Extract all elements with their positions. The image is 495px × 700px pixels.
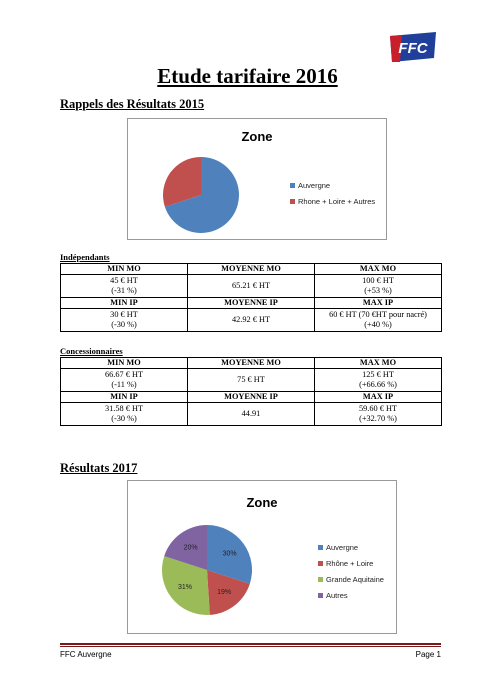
table-cell: 44.91 [188, 403, 315, 426]
legend-label: Rhône + Loire [326, 559, 374, 568]
legend-label: Grande Aquitaine [326, 575, 384, 584]
footer-rule [60, 646, 441, 647]
table-cell: 60 € HT (70 €HT pour nacré) (+40 %) [315, 309, 442, 332]
legend-item-rhone-loire [318, 559, 384, 568]
table-header: MAX IP [315, 392, 442, 403]
pie-data-label: 31% [177, 584, 192, 592]
table-header: MAX MO [315, 358, 442, 369]
pie-2017-svg [161, 524, 253, 616]
legend-swatch [290, 199, 295, 204]
concessionnaires-label: Concessionnaires [60, 346, 123, 356]
table-header: MIN MO [61, 358, 188, 369]
page-title: Etude tarifaire 2016 [157, 64, 338, 88]
table-cell: 125 € HT (+66.66 %) [315, 369, 442, 392]
concessionnaires-table [60, 357, 442, 426]
pie-data-label: 19% [217, 589, 232, 597]
legend-label: Autres [326, 591, 348, 600]
table-header: MOYENNE MO [188, 358, 315, 369]
chart-title: Zone [241, 129, 273, 144]
logo-text: FFC [398, 40, 428, 57]
table-cell: 31.58 € HT (-30 %) [61, 403, 188, 426]
table-header: MOYENNE MO [188, 264, 315, 275]
table-header: MAX IP [315, 298, 442, 309]
legend-label: Auvergne [326, 543, 359, 552]
section-2017-heading: Résultats 2017 [60, 461, 138, 475]
pie-data-label: 30% [222, 550, 237, 558]
legend-swatch [318, 577, 323, 582]
pie-2015-svg [162, 156, 240, 234]
table-header: MOYENNE IP [188, 298, 315, 309]
table-header: MIN IP [61, 392, 188, 403]
legend-item-rhone-loire-autres [290, 197, 375, 206]
legend-item-auvergne [318, 543, 384, 552]
legend-swatch [318, 593, 323, 598]
table-header: MAX MO [315, 264, 442, 275]
legend-label: Auvergne [298, 181, 331, 190]
legend-item-grande-aquitaine [318, 575, 384, 584]
table-cell: 42.92 € HT [188, 309, 315, 332]
table-cell: 30 € HT (-30 %) [61, 309, 188, 332]
legend-swatch [318, 561, 323, 566]
legend-item-auvergne [290, 181, 375, 190]
legend-item-autres [318, 591, 384, 600]
table-cell: 75 € HT [188, 369, 315, 392]
legend-label: Rhone + Loire + Autres [298, 197, 376, 206]
chart-legend [318, 543, 384, 607]
table-cell: 66.67 € HT (-11 %) [61, 369, 188, 392]
table-header: MIN MO [61, 264, 188, 275]
table-header: MIN IP [61, 298, 188, 309]
table-cell: 45 € HT (-31 %) [61, 275, 188, 298]
footer-left: FFC Auvergne [60, 650, 112, 659]
ffc-logo [388, 32, 438, 62]
table-header: MOYENNE IP [188, 392, 315, 403]
independants-table [60, 263, 442, 332]
pie-chart-2017 [127, 480, 397, 634]
table-cell: 59.60 € HT (+32.70 %) [315, 403, 442, 426]
pie-chart-2015 [127, 118, 387, 240]
independants-label: Indépendants [60, 252, 110, 262]
table-cell: 100 € HT (+53 %) [315, 275, 442, 298]
chart-title: Zone [246, 495, 278, 510]
footer-rule [60, 643, 441, 645]
legend-swatch [318, 545, 323, 550]
table-cell: 65.21 € HT [188, 275, 315, 298]
chart-legend [290, 181, 375, 213]
footer-page-number: Page 1 [415, 650, 441, 659]
section-2015-heading: Rappels des Résultats 2015 [60, 97, 205, 111]
legend-swatch [290, 183, 295, 188]
pie-data-label: 20% [183, 544, 198, 552]
